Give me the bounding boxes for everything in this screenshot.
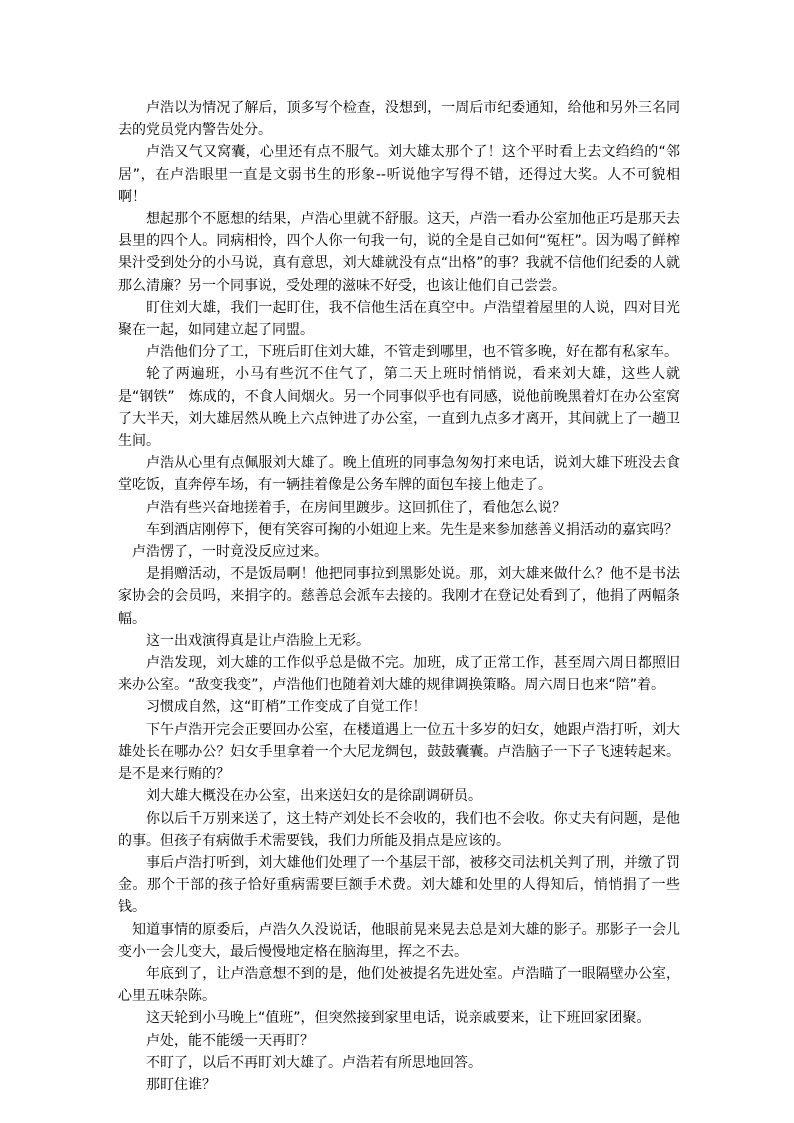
paragraph-15: 下午卢浩开完会正要回办公室，在楼道遇上一位五十多岁的妇女，她跟卢浩打听，刘大雄处长在哪办公？妇女手里拿着一个大尼龙绸包，鼓鼓囊囊。卢浩脑子一下子飞速转起来。是不是来行贿的？ — [118, 721, 680, 783]
paragraph-20: 年底到了，让卢浩意想不到的是，他们处被提名先进处室。卢浩瞄了一眼隔壁办公室，心里五味杂陈。 — [118, 965, 680, 1005]
paragraph-22: 卢处，能不能缓一天再盯？ — [146, 1032, 314, 1049]
paragraph-3: 想起那个不愿想的结果，卢浩心里就不舒服。这天，卢浩一看办公室加他正巧是那天去县里的四个人。同病相怜，四个人你一句我一句，说的全是自己如何“冤枉”。因为喝了鲜榨果汁受到处分的小马说，真有意思，刘大雄就没有点“出格”的事？我就不信他们纪委的人就那么清廉？另一个同事说，受处理的滋味不好受，也该让他们自己尝尝。 — [118, 211, 680, 294]
paragraph-2: 卢浩又气又窝囊，心里还有点不服气。刘大雄太那个了！这个平时看上去文绉绉的“邻居”，在卢浩眼里一直是文弱书生的形象--听说他字写得不错，还得过大奖。人不可貌相啊！ — [118, 144, 680, 205]
paragraph-7: 卢浩从心里有点佩服刘大雄了。晚上值班的同事急匆匆打来电话，说刘大雄下班没去食堂吃饭，直奔停车场，有一辆挂着像是公务车牌的面包车接上他走了。 — [118, 455, 680, 494]
paragraph-19: 知道事情的原委后，卢浩久久没说话，他眼前晃来晃去总是刘大雄的影子。那影子一会儿变小一会儿变大，最后慢慢地定格在脑海里，挥之不去。 — [118, 921, 680, 960]
paragraph-4: 盯住刘大雄，我们一起盯住，我不信他生活在真空中。卢浩望着屋里的人说，四对目光聚在一起，如同建立起了同盟。 — [118, 299, 680, 339]
paragraph-1: 卢浩以为情况了解后，顶多写个检查，没想到，一周后市纪委通知，给他和另外三名同去的党员党内警告处分。 — [118, 100, 680, 139]
paragraph-23: 不盯了，以后不再盯刘大雄了。卢浩若有所思地回答。 — [146, 1054, 482, 1071]
paragraph-17: 你以后千万别来送了，这土特产刘处长不会收的，我们也不会收。你丈夫有问题，是他的事。但孩子有病做手术需要钱，我们力所能及捐点是应该的。 — [118, 810, 680, 849]
paragraph-21: 这天轮到小马晚上“值班”，但突然接到家里电话，说亲戚要来，让下班回家团聚。 — [146, 1010, 651, 1027]
paragraph-5: 卢浩他们分了工，下班后盯住刘大雄，不管走到哪里，也不管多晚，好在都有私家车。 — [146, 344, 678, 361]
paragraph-11: 是捐赠活动，不是饭局啊！他把同事拉到黑影处说。那，刘大雄来做什么？他不是书法家协会的会员吗，来捐字的。慈善总会派车去接的。我刚才在登记处看到了，他捐了两幅条幅。 — [118, 566, 680, 627]
paragraph-18: 事后卢浩打听到，刘大雄他们处理了一个基层干部，被移交司法机关判了刑，并缴了罚金。那个干部的孩子恰好重病需要巨额手术费。刘大雄和处里的人得知后，悄悄捐了一些钱。 — [118, 854, 680, 916]
paragraph-6: 轮了两遍班，小马有些沉不住气了，第二天上班时悄悄说，看来刘大雄，这些人就是“钢铁” 炼成的，不食人间烟火。另一个同事似乎也有同感，说他前晚黑着灯在办公室窝了大半天，刘大雄居然从晚上六点钟进了办公室，一直到九点多才离开，其间就上了一趟卫生间。 — [118, 366, 680, 450]
paragraph-16: 刘大雄大概没在办公室，出来送妇女的是徐副调研员。 — [146, 788, 482, 805]
paragraph-9: 车到酒店刚停下，便有笑容可掬的小姐迎上来。先生是来参加慈善义捐活动的嘉宾吗？ — [146, 521, 678, 538]
paragraph-10: 卢浩愣了，一时竟没反应过来。 — [132, 544, 328, 561]
paragraph-8: 卢浩有些兴奋地搓着手，在房间里踱步。这回抓住了，看他怎么说？ — [146, 499, 566, 516]
paragraph-24: 那盯住谁？ — [146, 1076, 216, 1093]
paragraph-12: 这一出戏演得真是让卢浩脸上无彩。 — [146, 632, 370, 649]
paragraph-13: 卢浩发现，刘大雄的工作似乎总是做不完。加班，成了正常工作，甚至周六周日都照旧来办公室。“敌变我变”，卢浩他们也随着刘大雄的规律调换策略。周六周日也来“陪”着。 — [118, 655, 680, 694]
document-body — [118, 97, 680, 1096]
paragraph-14: 习惯成自然，这“盯梢”工作变成了自觉工作！ — [146, 699, 427, 716]
